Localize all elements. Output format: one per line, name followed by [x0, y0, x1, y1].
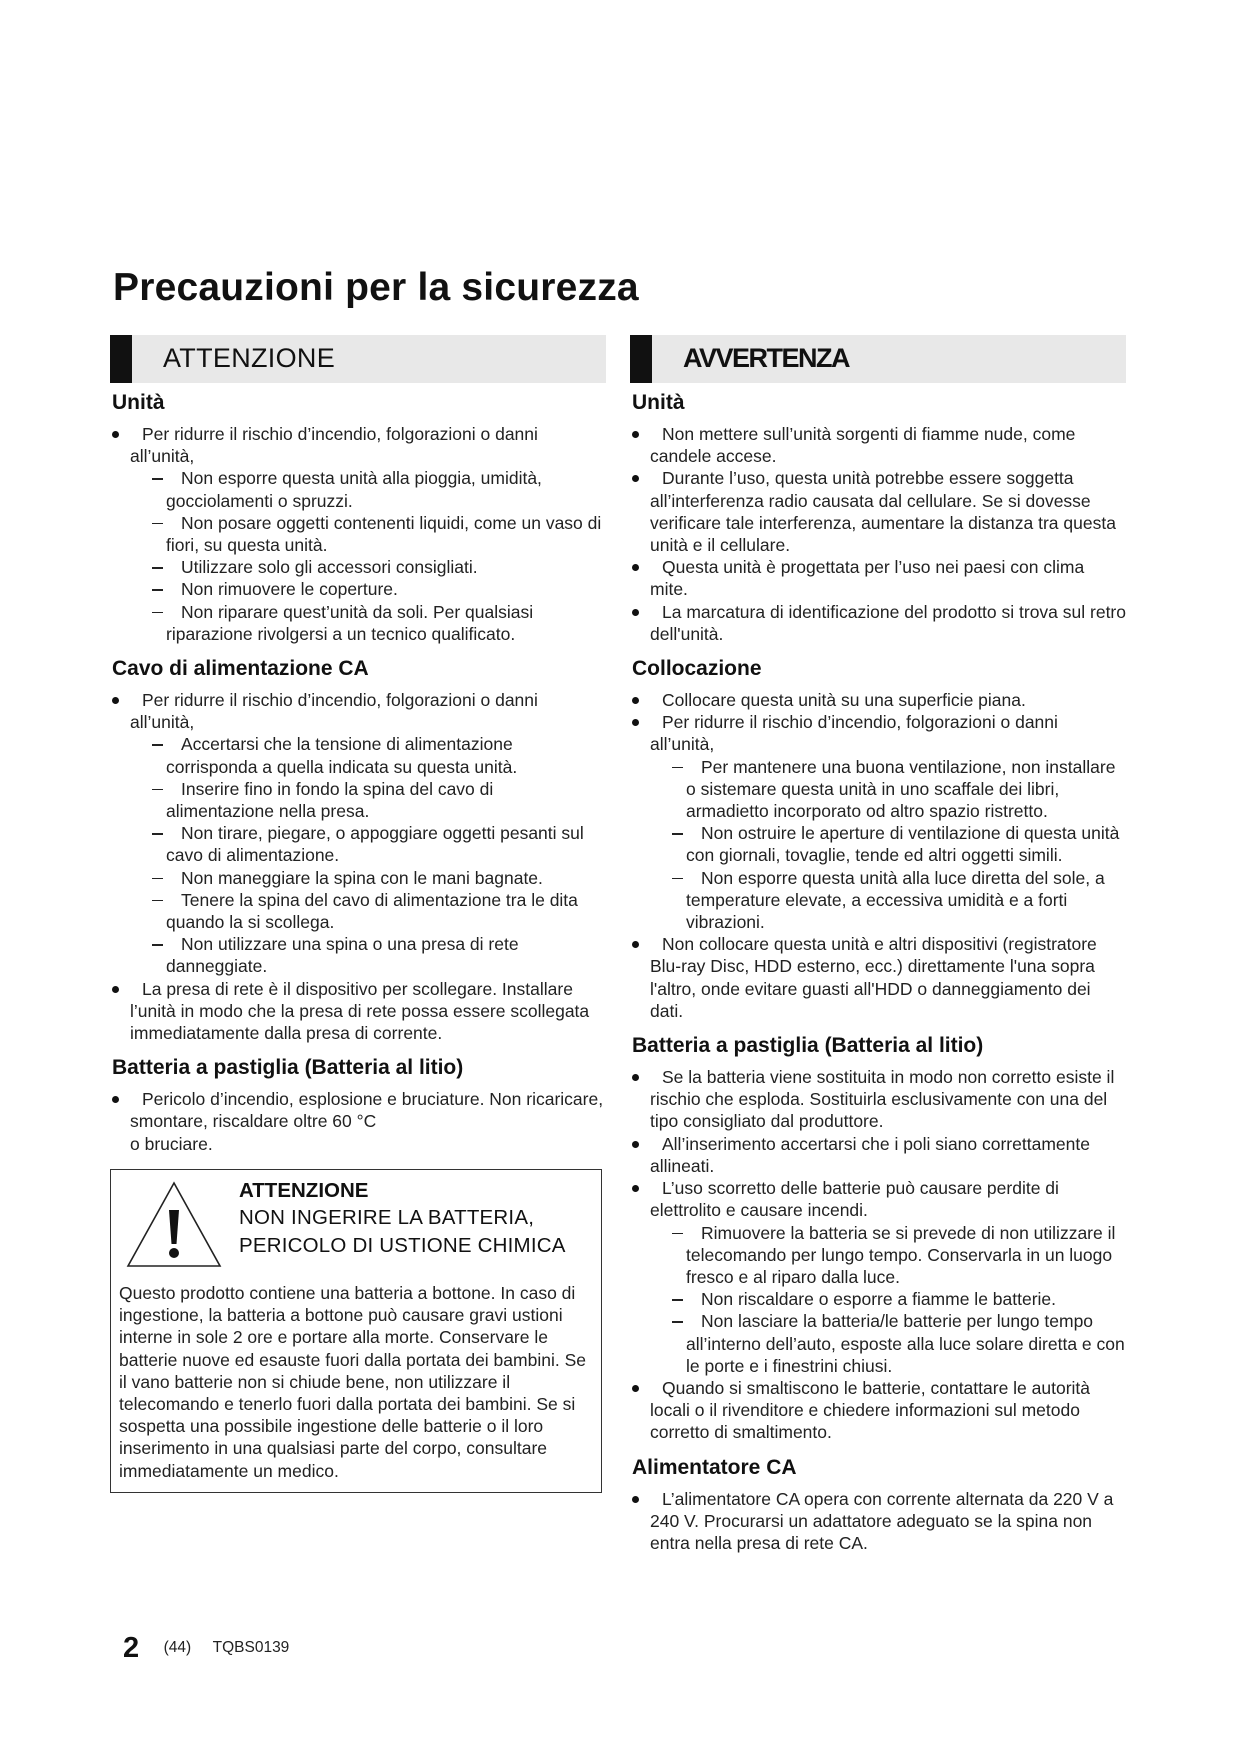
dash-item: Utilizzare solo gli accessori consigliati.	[150, 556, 606, 578]
section-heading: Collocazione	[632, 657, 762, 681]
bullet-item: Non collocare questa unità e altri dispositivi (registratore Blu-ray Disc, HDD esterno, ecc.) direttamente l'una sopra l'altro, onde evitare guasti all'HDD o danneggiamento dei dati.	[630, 933, 1126, 1022]
bullet-item: Pericolo d’incendio, esplosione e bruciature. Non ricaricare, smontare, riscaldare oltre 60 °C o bruciare.	[110, 1088, 606, 1155]
dash-item: Non posare oggetti contenenti liquidi, come un vaso di fiori, su questa unità.	[150, 512, 606, 556]
dash-item: Non esporre questa unità alla pioggia, umidità, gocciolamenti o spruzzi.	[150, 467, 606, 511]
warning-line: PERICOLO DI USTIONE CHIMICA	[239, 1233, 566, 1257]
banner-bar	[630, 335, 652, 383]
dash-item: Non rimuovere le coperture.	[150, 578, 606, 600]
dash-item: Accertarsi che la tensione di alimentazione corrisponda a quella indicata su questa unità.	[150, 733, 606, 777]
bullet-item: Quando si smaltiscono le batterie, contattare le autorità locali o il rivenditore e chiedere informazioni sul metodo corretto di smaltimento.	[630, 1377, 1126, 1444]
section-cavo	[110, 655, 606, 1044]
right-column	[630, 335, 1126, 1564]
dash-item: Non lasciare la batteria/le batterie per lungo tempo all’interno dell’auto, esposte alla luce solare diretta e con le porte e i finestrini chiusi.	[670, 1310, 1126, 1377]
bullet-item: Se la batteria viene sostituita in modo non corretto esiste il rischio che esploda. Sostituirla esclusivamente con una del tipo consigliato dal produttore.	[630, 1066, 1126, 1133]
document-code: TQBS0139	[212, 1639, 290, 1656]
dash-item: Non riparare quest’unità da soli. Per qualsiasi riparazione rivolgersi a un tecnico qualificato.	[150, 601, 606, 645]
warning-title: ATTENZIONE	[239, 1178, 369, 1202]
section-batteria-left	[110, 1054, 606, 1492]
section-heading: Unità	[112, 391, 165, 414]
bullet-item: Per ridurre il rischio d’incendio, folgorazioni o danni all’unità, Accertarsi che la tensione di alimentazione corrisponda a quella indicata su questa unità. Inserire fino in fondo la spina del cavo di alimentazione nella presa. Non tirare, piegare, o appoggiare oggetti pesanti sul cavo di alimentazione. Non maneggiare la spina con le mani bagnate. Tenere la spina del cavo di alimentazione tra le dita quando la si scollega. Non utilizzare una spina o una presa di rete danneggiate.	[110, 689, 606, 978]
dash-item: Non tirare, piegare, o appoggiare oggetti pesanti sul cavo di alimentazione.	[150, 822, 606, 866]
banner-bar	[110, 335, 132, 383]
avvertenza-banner	[630, 335, 1126, 383]
bullet-item: Durante l’uso, questa unità potrebbe essere soggetta all’interferenza radio causata dal cellulare. Se si dovesse verificare tale interferenza, aumentare la distanza tra questa unità e il cellulare.	[630, 467, 1126, 556]
bullet-item: Per ridurre il rischio d’incendio, folgorazioni o danni all’unità, Non esporre questa unità alla pioggia, umidità, gocciolamenti o spruzzi. Non posare oggetti contenenti liquidi, come un vaso di fiori, su questa unità. Utilizzare solo gli accessori consigliati. Non rimuovere le coperture. Non riparare quest’unità da soli. Per qualsiasi riparazione rivolgersi a un tecnico qualificato.	[110, 423, 606, 645]
bullet-item: L’uso scorretto delle batterie può causare perdite di elettrolito e causare incendi. Rimuovere la batteria se si prevede di non utilizzare il telecomando per lungo tempo. Conservarla in un luogo fresco e al riparo dalla luce. Non riscaldare o esporre a fiamme le batterie. Non lasciare la batteria/le batterie per lungo tempo all’interno dell’auto, esposte alla luce solare diretta e con le porte e i finestrini chiusi.	[630, 1177, 1126, 1377]
section-alimentatore	[630, 1454, 1126, 1555]
section-heading: Unità	[632, 391, 685, 414]
bullet-item: Non mettere sull’unità sorgenti di fiamme nude, come candele accese.	[630, 423, 1126, 467]
bullet-item: L’alimentatore CA opera con corrente alternata da 220 V a 240 V. Procurarsi un adattatore adeguato se la spina non entra nella presa di rete CA.	[630, 1488, 1126, 1555]
section-heading: Batteria a pastiglia (Batteria al litio)	[112, 1056, 464, 1080]
section-heading: Alimentatore CA	[632, 1455, 797, 1479]
dash-item: Inserire fino in fondo la spina del cavo di alimentazione nella presa.	[150, 778, 606, 822]
dash-item: Per mantenere una buona ventilazione, non installare o sistemare questa unità in uno scaffale dei libri, armadietto incorporato od altro spazio ristretto.	[670, 756, 1126, 823]
dash-item: Non maneggiare la spina con le mani bagnate.	[150, 867, 606, 889]
section-heading: Cavo di alimentazione CA	[112, 657, 369, 681]
bullet-item: Questa unità è progettata per l’uso nei paesi con clima mite.	[630, 556, 1126, 600]
section-unita-left	[110, 389, 606, 645]
section-unita-right	[630, 389, 1126, 645]
dash-item: Non utilizzare una spina o una presa di rete danneggiate.	[150, 933, 606, 977]
bullet-item: Per ridurre il rischio d’incendio, folgorazioni o danni all’unità, Per mantenere una buona ventilazione, non installare o sistemare questa unità in uno scaffale dei libri, armadietto incorporato od altro spazio ristretto. Non ostruire le aperture di ventilazione di questa unità con giornali, tovaglie, tende ed altri oggetti simili. Non esporre questa unità alla luce diretta del sole, a temperature elevate, a eccessiva umidità e a forti vibrazioni.	[630, 711, 1126, 933]
dash-item: Non ostruire le aperture di ventilazione di questa unità con giornali, tovaglie, tende ed altri oggetti simili.	[670, 822, 1126, 866]
warning-triangle-icon	[125, 1180, 223, 1270]
section-heading: Batteria a pastiglia (Batteria al litio)	[632, 1034, 984, 1058]
battery-warning-box	[110, 1169, 602, 1493]
section-collocazione	[630, 655, 1126, 1022]
dash-item: Non esporre questa unità alla luce diretta del sole, a temperature elevate, a eccessiva umidità e a forti vibrazioni.	[670, 867, 1126, 934]
dash-item: Tenere la spina del cavo di alimentazione tra le dita quando la si scollega.	[150, 889, 606, 933]
warning-line: NON INGERIRE LA BATTERIA,	[239, 1205, 535, 1229]
warning-body: Questo prodotto contiene una batteria a bottone. In caso di ingestione, la batteria a bottone può causare gravi ustioni interne in sole 2 ore e portare alla morte. Conservare le batterie nuove ed esauste fuori dalla portata dei bambini. Se il vano batterie non si chiude bene, non utilizzare il telecomando e tenerlo fuori dalla portata dei bambini. Se si sospetta una possibile ingestione delle batterie o il loro inserimento in una qualsiasi parte del corpo, consultare immediatamente un medico.	[119, 1282, 586, 1481]
section-batteria-right	[630, 1032, 1126, 1443]
dash-item: Rimuovere la batteria se si prevede di non utilizzare il telecomando per lungo tempo. Conservarla in un luogo fresco e al riparo dalla luce.	[670, 1222, 1126, 1289]
banner-label: ATTENZIONE	[163, 343, 336, 373]
banner-label: AVVERTENZA	[683, 343, 850, 373]
bullet-item: La presa di rete è il dispositivo per scollegare. Installare l’unità in modo che la presa di rete possa essere scollegata immediatamente dalla presa di corrente.	[110, 978, 606, 1045]
page-title: Precauzioni per la sicurezza	[113, 266, 639, 309]
page-number: 2	[123, 1632, 140, 1664]
bullet-item: Collocare questa unità su una superficie piana.	[630, 689, 1126, 711]
bullet-item: La marcatura di identificazione del prodotto si trova sul retro dell'unità.	[630, 601, 1126, 645]
attenzione-banner	[110, 335, 606, 383]
page-footer	[123, 1632, 289, 1665]
dash-item: Non riscaldare o esporre a fiamme le batterie.	[670, 1288, 1126, 1310]
left-column	[110, 335, 606, 1503]
page-reference: (44)	[163, 1639, 192, 1656]
bullet-item: All’inserimento accertarsi che i poli siano correttamente allineati.	[630, 1133, 1126, 1177]
